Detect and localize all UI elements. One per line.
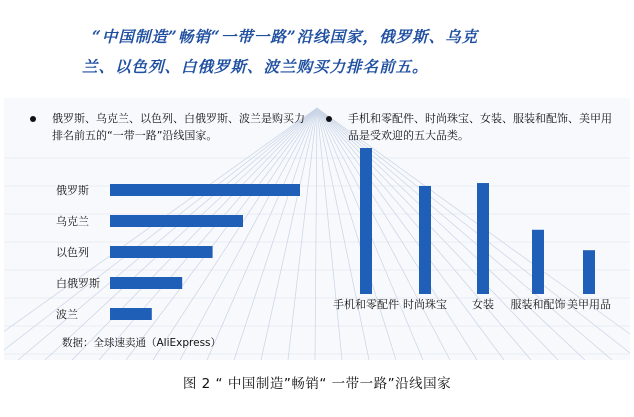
grid-ray [207, 108, 317, 360]
grid-ray [261, 108, 317, 360]
grid-ray [18, 108, 317, 360]
grid-ray [72, 108, 317, 360]
grid-ray [317, 108, 585, 360]
hbar-3 [110, 277, 182, 289]
hbar-label-1: 乌克兰 [56, 215, 89, 228]
grid-ray [45, 108, 317, 360]
grid-ray [317, 108, 342, 360]
hbar-1 [110, 215, 243, 227]
right-note: 手机和零配件、时尚珠宝、女装、服装和配饰、美甲用品是受欢迎的五大品类。 [348, 112, 612, 142]
vbar-label-1: 时尚珠宝 [403, 298, 447, 311]
hbar-label-3: 白俄罗斯 [56, 277, 100, 290]
right-bullet-icon [326, 116, 332, 122]
vbar-label-3: 服装和配饰 [510, 298, 566, 311]
headline-line-1: “中国制造”畅销“一带一路”沿线国家，俄罗斯、乌克 [92, 27, 479, 46]
headline [0, 22, 634, 82]
grid-ray [99, 108, 317, 360]
vbar-4 [583, 250, 595, 294]
grid-ray [317, 108, 396, 360]
grid-ray [315, 108, 317, 360]
hbar-label-2: 以色列 [56, 246, 89, 259]
hbar-4 [110, 308, 152, 320]
hbar-label-4: 波兰 [56, 308, 78, 321]
vbar-3 [532, 230, 544, 294]
hbar-2 [110, 246, 213, 258]
grid-ray [4, 108, 317, 360]
left-note: 俄罗斯、乌克兰、以色列、白俄罗斯、波兰是购买力排名前五的“一带一路”沿线国家。 [52, 112, 305, 142]
data-source: 数据：全球速卖通（AliExpress） [62, 337, 222, 349]
grid-ray [317, 108, 504, 360]
grid-ray [4, 108, 317, 360]
vbar-label-0: 手机和零配件 [333, 298, 399, 311]
hbar-label-0: 俄罗斯 [56, 184, 89, 197]
horizontal-bar-series [110, 184, 300, 320]
grid-ray [180, 108, 317, 360]
headline-line-2: 兰、以色列、白俄罗斯、波兰购买力排名前五。 [82, 57, 429, 76]
vbar-label-2: 女装 [472, 298, 494, 311]
grid-ray [317, 108, 477, 360]
grid-ray [234, 108, 317, 360]
hbar-0 [110, 184, 300, 196]
vbar-2 [477, 183, 489, 294]
figure-caption: 图 2 “ 中国制造”畅销“ 一带一路”沿线国家 [182, 376, 452, 392]
vbar-label-4: 美甲用品 [567, 298, 611, 311]
left-bullet-icon [30, 116, 36, 122]
vbar-0 [360, 148, 372, 294]
grid-ray [317, 108, 558, 360]
vertical-bar-series [360, 148, 595, 294]
grid-ray [126, 108, 317, 360]
vbar-1 [419, 186, 431, 294]
